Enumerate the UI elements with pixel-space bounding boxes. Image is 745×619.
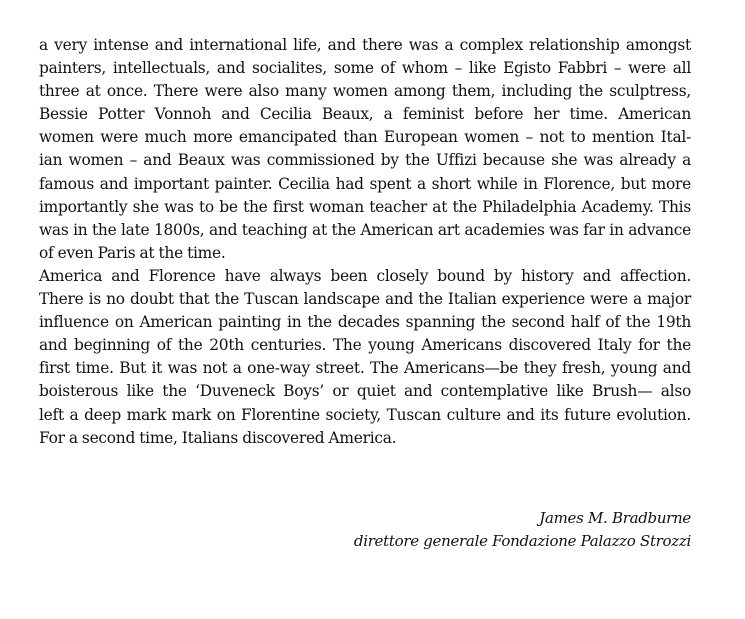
text-line: was in the late 1800s, and teaching at the American art academies was far in advance <box>39 220 691 239</box>
text-line: left a deep mark mark on Florentine society, Tuscan culture and its future evolution. <box>39 405 691 424</box>
text-line: a very intense and international life, and there was a complex relationship amongst <box>39 36 691 54</box>
text-line: painters, intellectuals, and socialites, some of whom – like Egisto Fabbri – were all <box>39 59 691 78</box>
text-line: influence on American painting in the decades spanning the second half of the 19th <box>39 313 691 332</box>
text-line: and beginning of the 20th centuries. The young Americans discovered Italy for the <box>39 336 691 355</box>
text-line: There is no doubt that the Tuscan landscape and the Italian experience were a major <box>39 290 691 309</box>
text-line: importantly she was to be the first woman teacher at the Philadelphia Academy. This <box>39 197 691 216</box>
text-line: America and Florence have always been closely bound by history and affection. <box>39 266 691 285</box>
text-line: of even Paris at the time. <box>39 243 226 262</box>
text-line: women were much more emancipated than European women – not to mention Ital- <box>39 128 691 147</box>
signature-block <box>354 507 691 553</box>
paragraph-2 <box>39 265 691 450</box>
text-line: Bessie Potter Vonnoh and Cecilia Beaux, a feminist before her time. American <box>39 105 691 124</box>
text-line: For a second time, Italians discovered America. <box>39 428 397 447</box>
document-body <box>39 34 691 450</box>
signature-name: James M. Bradburne <box>539 509 691 527</box>
text-line: boisterous like the ‘Duveneck Boys’ or quiet and contemplative like Brush— also <box>39 382 691 401</box>
text-line: first time. But it was not a one-way street. The Americans—be they fresh, young and <box>39 359 691 378</box>
text-line: three at once. There were also many women among them, including the sculptress, <box>39 82 691 101</box>
signature-title: direttore generale Fondazione Palazzo Strozzi <box>353 532 691 551</box>
paragraph-1 <box>39 34 691 265</box>
text-line: ian women – and Beaux was commissioned by the Uffizi because she was already a <box>39 151 691 170</box>
text-line: famous and important painter. Cecilia had spent a short while in Florence, but more <box>39 174 691 193</box>
